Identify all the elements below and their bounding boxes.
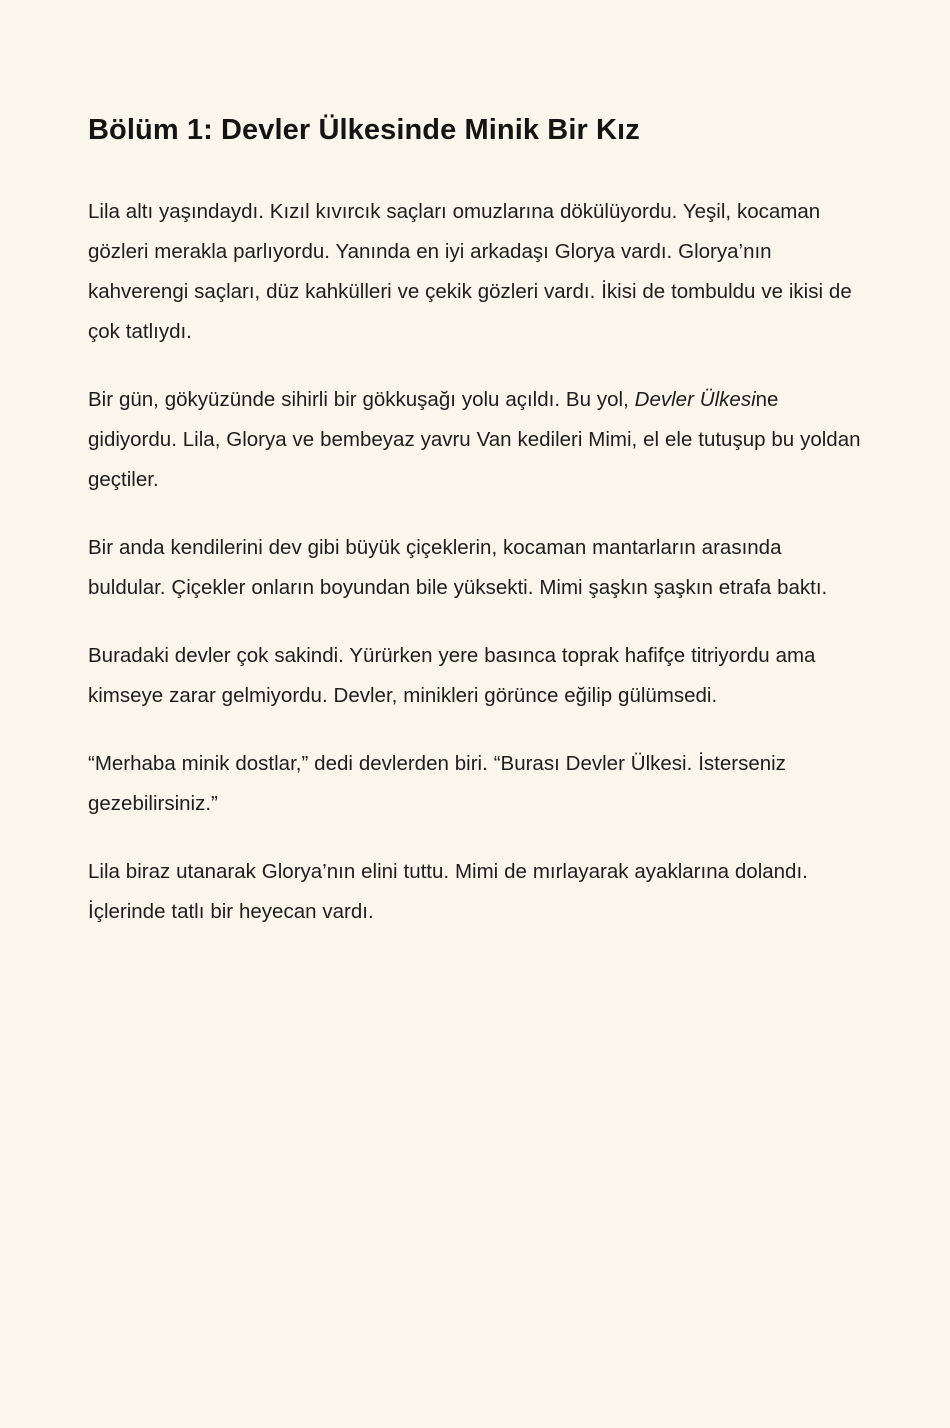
- document-body: [88, 192, 862, 932]
- paragraph: Bir gün, gökyüzünde sihirli bir gökkuşağı yolu açıldı. Bu yol, Devler Ülkesine gidiyordu. Lila, Glorya ve bembeyaz yavru Van kedileri Mimi, el ele tutuşup bu yoldan geçtiler.: [88, 388, 861, 492]
- paragraph: Buradaki devler çok sakindi. Yürürken yere basınca toprak hafifçe titriyordu ama kimseye zarar gelmiyordu. Devler, minikleri görünce eğilip gülümsedi.: [88, 643, 816, 707]
- paragraph: Lila altı yaşındaydı. Kızıl kıvırcık saçları omuzlarına dökülüyordu. Yeşil, kocaman gözleri merakla parlıyordu. Yanında en iyi arkadaşı Glorya vardı. Glorya’nın kahverengi saçları, düz kahkülleri ve çekik gözleri vardı. İkisi de tombuldu ve ikisi de çok tatlıydı.: [88, 200, 852, 344]
- page-title: Bölüm 1: Devler Ülkesinde Minik Bir Kız: [88, 114, 640, 146]
- paragraph: Bir anda kendilerini dev gibi büyük çiçeklerin, kocaman mantarların arasında buldular. Çiçekler onların boyundan bile yüksekti. Mimi şaşkın şaşkın etrafa baktı.: [88, 536, 828, 599]
- paragraph: Lila biraz utanarak Glorya’nın elini tuttu. Mimi de mırlayarak ayaklarına dolandı. İçlerinde tatlı bir heyecan vardı.: [88, 859, 808, 923]
- paragraph: “Merhaba minik dostlar,” dedi devlerden biri. “Burası Devler Ülkesi. İsterseniz gezebilirsiniz.”: [88, 751, 786, 815]
